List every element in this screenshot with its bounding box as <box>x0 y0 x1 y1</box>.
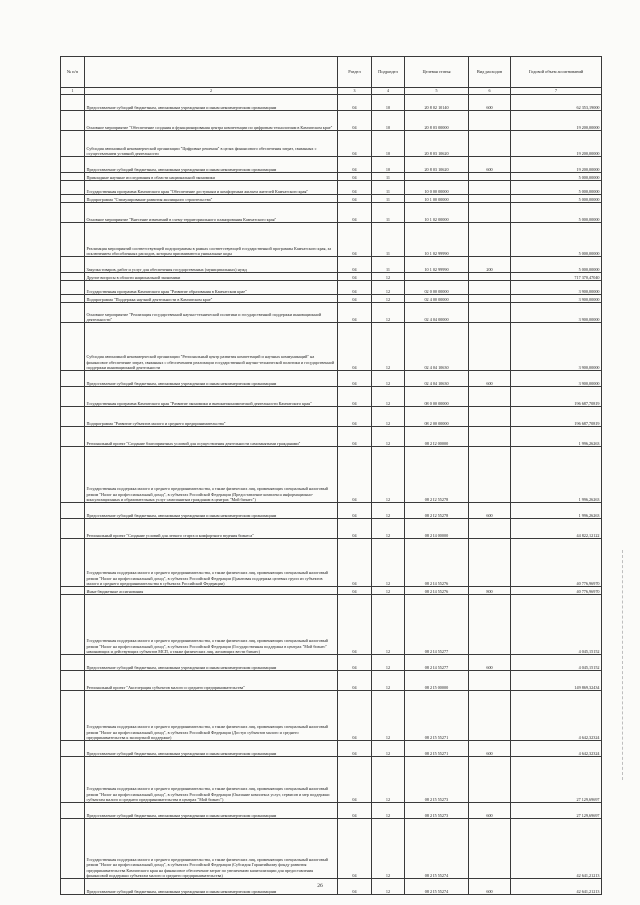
row-number-cell <box>61 819 85 879</box>
column-number: 4 <box>372 88 405 95</box>
row-razdel-cell: 04 <box>338 595 372 655</box>
row-target-article-cell: 20 8 03 10620 <box>405 157 469 173</box>
row-name-cell: Государственная поддержка малого и среднего предпринимательства, а также физических лиц, применяющих специальный налоговый режим "Налог на профессиональный доход", в субъектах Российской Федерации (Предоставление комплекса информационно-консультационных и образовательных услуг самозанятым гражданам в центрах "Мой бизнес") <box>85 447 338 503</box>
table-row <box>61 447 602 503</box>
row-target-article-cell: 20 8 03 00000 <box>405 111 469 131</box>
column-number-row <box>61 88 602 95</box>
row-amount-cell: 40 776,96970 <box>511 539 602 587</box>
row-expense-type-cell: 600 <box>469 803 511 819</box>
row-number-cell <box>61 691 85 741</box>
row-target-article-cell <box>405 273 469 281</box>
row-number-cell <box>61 303 85 323</box>
row-number-cell <box>61 111 85 131</box>
table-row <box>61 655 602 671</box>
row-razdel-cell: 04 <box>338 323 372 371</box>
row-target-article-cell: 08 0 00 00000 <box>405 387 469 407</box>
row-name-cell: Государственная поддержка малого и среднего предпринимательства, а также физических лиц, применяющих специальный налоговый режим "Налог на профессиональный доход", в субъектах Российской Федерации (Грантовая поддержка целевых групп из субъектов малого и среднего предпринимательства в субъектах Российской Федерации) <box>85 539 338 587</box>
row-target-article-cell: 08 2 I5 55271 <box>405 741 469 757</box>
row-target-article-cell: 08 2 I5 00000 <box>405 671 469 691</box>
row-number-cell <box>61 181 85 195</box>
column-number: 3 <box>338 88 372 95</box>
row-razdel-cell: 04 <box>338 407 372 427</box>
row-target-article-cell: 08 2 00 00000 <box>405 407 469 427</box>
row-name-cell: Другие вопросы в области национальной экономики <box>85 273 338 281</box>
row-number-cell <box>61 427 85 447</box>
table-row <box>61 181 602 195</box>
row-name-cell: Государственная поддержка малого и среднего предпринимательства, а также физических лиц, применяющих специальный налоговый режим "Налог на профессиональный доход", в субъектах Российской Федерации (Субсидия Гарантийному фонду развития предпринимательства Камчатского края на финансовое обеспечение затрат по увеличению капитализации для предоставления финансовой поддержки субъектам малого и среднего предпринимательства) <box>85 819 338 879</box>
row-amount-cell: 3 900,00000 <box>511 323 602 371</box>
row-amount-cell: 1 996,26263 <box>511 503 602 519</box>
row-name-cell: Государственная поддержка малого и среднего предпринимательства, а также физических лиц, применяющих специальный налоговый режим "Налог на профессиональный доход", в субъектах Российской Федерации (Государственная поддержка в центрах "Мой бизнес" начинающих и действующих субъектов МСП, а также физических лиц, желающих вести бизнес) <box>85 595 338 655</box>
row-amount-cell: 717 370,47040 <box>511 273 602 281</box>
row-target-article-cell: 02 4 04 00000 <box>405 303 469 323</box>
row-razdel-cell: 04 <box>338 803 372 819</box>
row-podrazdel-cell: 12 <box>372 323 405 371</box>
row-podrazdel-cell: 12 <box>372 387 405 407</box>
header-annual-volume: Годовой объем ассигнований <box>511 57 602 88</box>
row-target-article-cell: 08 2 I5 55271 <box>405 691 469 741</box>
row-number-cell <box>61 281 85 295</box>
row-podrazdel-cell: 12 <box>372 303 405 323</box>
row-amount-cell: 40 776,96970 <box>511 587 602 595</box>
row-expense-type-cell <box>469 595 511 655</box>
row-razdel-cell: 04 <box>338 203 372 223</box>
row-razdel-cell: 04 <box>338 111 372 131</box>
row-razdel-cell: 04 <box>338 819 372 879</box>
row-expense-type-cell <box>469 539 511 587</box>
row-number-cell <box>61 95 85 111</box>
page-number: 26 <box>317 883 323 889</box>
row-target-article-cell: 08 2 I4 55277 <box>405 655 469 671</box>
row-razdel-cell: 04 <box>338 427 372 447</box>
table-row <box>61 503 602 519</box>
row-expense-type-cell <box>469 111 511 131</box>
row-expense-type-cell <box>469 131 511 157</box>
row-amount-cell: 4 642,32324 <box>511 741 602 757</box>
table-row <box>61 111 602 131</box>
row-expense-type-cell <box>469 181 511 195</box>
row-podrazdel-cell: 12 <box>372 741 405 757</box>
row-expense-type-cell <box>469 281 511 295</box>
row-amount-cell: 4 045,15152 <box>511 595 602 655</box>
row-expense-type-cell <box>469 757 511 803</box>
row-target-article-cell: 10 0 00 00000 <box>405 181 469 195</box>
row-razdel-cell: 04 <box>338 691 372 741</box>
row-name-cell: Предоставление субсидий бюджетным, автономным учреждениям и иным некоммерческим организациям <box>85 95 338 111</box>
table-row <box>61 671 602 691</box>
row-podrazdel-cell: 10 <box>372 111 405 131</box>
table-row <box>61 539 602 587</box>
row-expense-type-cell: 600 <box>469 503 511 519</box>
row-number-cell <box>61 503 85 519</box>
row-podrazdel-cell: 12 <box>372 879 405 895</box>
row-amount-cell: 196 687,70819 <box>511 407 602 427</box>
table-row <box>61 371 602 387</box>
row-amount-cell: 5 000,00000 <box>511 173 602 181</box>
column-number: 5 <box>405 88 469 95</box>
row-name-cell: Подпрограмма "Поддержка научной деятельности в Камчатском крае" <box>85 295 338 303</box>
row-expense-type-cell <box>469 691 511 741</box>
row-expense-type-cell: 800 <box>469 587 511 595</box>
row-target-article-cell: 10 1 00 00000 <box>405 195 469 203</box>
row-name-cell: Основное мероприятие "Реализация государственной научно-технической политики и государственной поддержки инновационной деятельности" <box>85 303 338 323</box>
row-amount-cell: 44 822,12122 <box>511 519 602 539</box>
table-row <box>61 223 602 257</box>
row-name-cell: Предоставление субсидий бюджетным, автономным учреждениям и иным некоммерческим организациям <box>85 655 338 671</box>
row-expense-type-cell: 600 <box>469 655 511 671</box>
row-name-cell: Государственная программа Камчатского края "Обеспечение доступным и комфортным жильем жителей Камчатского края" <box>85 181 338 195</box>
row-razdel-cell: 04 <box>338 295 372 303</box>
row-podrazdel-cell: 10 <box>372 95 405 111</box>
row-name-cell: Реализация мероприятий соответствующей подпрограммы в рамках соответствующей государственной программы Камчатского края, за исключением обособленных расходов, которым присваиваются уникальные коды <box>85 223 338 257</box>
row-amount-cell: 196 687,70819 <box>511 387 602 407</box>
row-podrazdel-cell: 12 <box>372 539 405 587</box>
row-number-cell <box>61 671 85 691</box>
row-number-cell <box>61 387 85 407</box>
row-target-article-cell: 02 4 00 00000 <box>405 295 469 303</box>
row-name-cell: Предоставление субсидий бюджетным, автономным учреждениям и иным некоммерческим организациям <box>85 741 338 757</box>
row-target-article-cell: 08 2 I2 55278 <box>405 503 469 519</box>
row-number-cell <box>61 587 85 595</box>
row-number-cell <box>61 203 85 223</box>
row-podrazdel-cell: 12 <box>372 655 405 671</box>
row-name-cell: Государственная поддержка малого и среднего предпринимательства, а также физических лиц, применяющих специальный налоговый режим "Налог на профессиональный доход", в субъектах Российской Федерации (Оказание комплекса услуг, сервисов и мер поддержки субъектам малого и среднего предпринимательства в центрах "Мой бизнес") <box>85 757 338 803</box>
row-podrazdel-cell: 11 <box>372 257 405 273</box>
row-amount-cell: 19 200,00000 <box>511 111 602 131</box>
row-expense-type-cell: 600 <box>469 371 511 387</box>
scan-margin-line <box>622 550 623 780</box>
table-row <box>61 741 602 757</box>
row-name-cell: Основное мероприятие "Внесение изменений в схему территориального планирования Камчатского края" <box>85 203 338 223</box>
row-name-cell: Государственная поддержка малого и среднего предпринимательства, а также физических лиц, применяющих специальный налоговый режим "Налог на профессиональный доход", в субъектах Российской Федерации (Доступ субъектов малого и среднего предпринимательства к экспортной поддержке) <box>85 691 338 741</box>
row-amount-cell: 62 353,19000 <box>511 95 602 111</box>
row-razdel-cell: 04 <box>338 503 372 519</box>
table-row <box>61 595 602 655</box>
row-razdel-cell: 04 <box>338 371 372 387</box>
table-row <box>61 281 602 295</box>
row-razdel-cell: 04 <box>338 447 372 503</box>
header-number: № п/п <box>61 57 85 88</box>
row-number-cell <box>61 407 85 427</box>
row-expense-type-cell <box>469 223 511 257</box>
row-target-article-cell: 08 2 I4 55276 <box>405 587 469 595</box>
row-target-article-cell: 02 4 04 10630 <box>405 323 469 371</box>
row-expense-type-cell: 600 <box>469 879 511 895</box>
row-podrazdel-cell: 11 <box>372 203 405 223</box>
row-amount-cell: 27 129,69697 <box>511 803 602 819</box>
row-podrazdel-cell: 12 <box>372 427 405 447</box>
row-number-cell <box>61 257 85 273</box>
row-podrazdel-cell: 12 <box>372 295 405 303</box>
row-razdel-cell: 04 <box>338 223 372 257</box>
row-podrazdel-cell: 11 <box>372 195 405 203</box>
row-amount-cell: 5 000,00000 <box>511 223 602 257</box>
row-podrazdel-cell: 12 <box>372 803 405 819</box>
row-podrazdel-cell: 11 <box>372 223 405 257</box>
row-target-article-cell: 08 2 I4 00000 <box>405 519 469 539</box>
row-amount-cell: 3 900,00000 <box>511 371 602 387</box>
row-target-article-cell: 20 8 02 10140 <box>405 95 469 111</box>
row-name-cell: Подпрограмма "Стимулирование развития жилищного строительства" <box>85 195 338 203</box>
row-number-cell <box>61 539 85 587</box>
row-expense-type-cell: 200 <box>469 257 511 273</box>
header-expense-type: Вид расходов <box>469 57 511 88</box>
row-amount-cell: 4 045,15152 <box>511 655 602 671</box>
row-name-cell: Предоставление субсидий бюджетным, автономным учреждениям и иным некоммерческим организациям <box>85 371 338 387</box>
row-name-cell: Государственная программа Камчатского края "Развитие экономики и внешнеэкономической деятельности Камчатского края" <box>85 387 338 407</box>
column-number: 6 <box>469 88 511 95</box>
row-target-article-cell: 08 2 I5 55274 <box>405 819 469 879</box>
row-number-cell <box>61 803 85 819</box>
row-amount-cell: 19 200,00000 <box>511 157 602 173</box>
row-name-cell: Иные бюджетные ассигнования <box>85 587 338 595</box>
row-name-cell: Предоставление субсидий бюджетным, автономным учреждениям и иным некоммерческим организациям <box>85 503 338 519</box>
row-amount-cell: 5 000,00000 <box>511 181 602 195</box>
row-name-cell: Предоставление субсидий бюджетным, автономным учреждениям и иным некоммерческим организациям <box>85 157 338 173</box>
row-razdel-cell: 04 <box>338 671 372 691</box>
row-podrazdel-cell: 12 <box>372 447 405 503</box>
row-name-cell: Субсидия автономной некоммерческой организации "Цифровые решения" в целях финансового обеспечения затрат, связанных с осуществлением уставной деятельности <box>85 131 338 157</box>
table-row <box>61 323 602 371</box>
row-expense-type-cell <box>469 447 511 503</box>
row-target-article-cell: 08 2 I5 55274 <box>405 879 469 895</box>
row-expense-type-cell: 600 <box>469 741 511 757</box>
row-number-cell <box>61 273 85 281</box>
row-razdel-cell: 04 <box>338 587 372 595</box>
table-row <box>61 427 602 447</box>
row-amount-cell: 3 900,00000 <box>511 295 602 303</box>
header-name <box>85 57 338 88</box>
row-amount-cell: 149 869,32434 <box>511 671 602 691</box>
row-podrazdel-cell: 12 <box>372 691 405 741</box>
row-expense-type-cell <box>469 195 511 203</box>
row-podrazdel-cell: 12 <box>372 407 405 427</box>
row-razdel-cell: 04 <box>338 655 372 671</box>
row-razdel-cell: 04 <box>338 181 372 195</box>
table-row <box>61 173 602 181</box>
column-number: 1 <box>61 88 85 95</box>
row-target-article-cell: 10 1 02 99990 <box>405 257 469 273</box>
row-razdel-cell: 04 <box>338 387 372 407</box>
row-name-cell: Предоставление субсидий бюджетным, автономным учреждениям и иным некоммерческим организациям <box>85 879 338 895</box>
row-target-article-cell: 10 1 02 00000 <box>405 203 469 223</box>
table-row <box>61 203 602 223</box>
table-row <box>61 519 602 539</box>
row-razdel-cell: 04 <box>338 303 372 323</box>
row-podrazdel-cell: 10 <box>372 157 405 173</box>
budget-table <box>60 56 602 895</box>
row-razdel-cell: 04 <box>338 195 372 203</box>
row-podrazdel-cell: 12 <box>372 273 405 281</box>
row-razdel-cell: 04 <box>338 131 372 157</box>
row-number-cell <box>61 173 85 181</box>
row-number-cell <box>61 447 85 503</box>
row-target-article-cell: 08 2 I4 55277 <box>405 595 469 655</box>
row-number-cell <box>61 131 85 157</box>
row-name-cell: Закупка товаров, работ и услуг для обеспечения государственных (муниципальных) нужд <box>85 257 338 273</box>
row-name-cell: Основное мероприятие "Обеспечение создания и функционирования центра компетенции по цифровым технологиям в Камчатском крае" <box>85 111 338 131</box>
row-amount-cell: 42 641,21213 <box>511 879 602 895</box>
row-podrazdel-cell: 10 <box>372 131 405 157</box>
row-expense-type-cell: 600 <box>469 157 511 173</box>
row-number-cell <box>61 323 85 371</box>
row-razdel-cell: 04 <box>338 281 372 295</box>
column-number: 7 <box>511 88 602 95</box>
row-target-article-cell <box>405 173 469 181</box>
row-name-cell: Региональный проект "Акселерация субъектов малого и среднего предпринимательства" <box>85 671 338 691</box>
row-razdel-cell: 04 <box>338 157 372 173</box>
row-name-cell: Государственная программа Камчатского края "Развитие образования в Камчатском крае" <box>85 281 338 295</box>
row-podrazdel-cell: 12 <box>372 371 405 387</box>
row-target-article-cell: 02 0 00 00000 <box>405 281 469 295</box>
table-row <box>61 587 602 595</box>
row-name-cell: Региональный проект "Создание условий для легкого старта и комфортного ведения бизнеса" <box>85 519 338 539</box>
row-amount-cell: 19 200,00000 <box>511 131 602 157</box>
table-header-row <box>61 57 602 88</box>
row-podrazdel-cell: 12 <box>372 519 405 539</box>
row-podrazdel-cell: 11 <box>372 181 405 195</box>
row-amount-cell: 4 642,32324 <box>511 691 602 741</box>
row-expense-type-cell <box>469 203 511 223</box>
row-razdel-cell: 04 <box>338 95 372 111</box>
table-row <box>61 131 602 157</box>
row-podrazdel-cell: 12 <box>372 503 405 519</box>
row-expense-type-cell <box>469 273 511 281</box>
row-name-cell: Региональный проект "Создание благоприятных условий для осуществления деятельности самозанятыми гражданами" <box>85 427 338 447</box>
row-razdel-cell: 04 <box>338 173 372 181</box>
row-number-cell <box>61 757 85 803</box>
row-amount-cell: 5 000,00000 <box>511 257 602 273</box>
row-expense-type-cell <box>469 427 511 447</box>
table-row <box>61 95 602 111</box>
row-number-cell <box>61 519 85 539</box>
table-row <box>61 387 602 407</box>
table-row <box>61 257 602 273</box>
row-target-article-cell: 08 2 I2 55278 <box>405 447 469 503</box>
header-podrazdel: Подраздел <box>372 57 405 88</box>
table-row <box>61 803 602 819</box>
row-number-cell <box>61 157 85 173</box>
row-number-cell <box>61 371 85 387</box>
table-row <box>61 757 602 803</box>
header-razdel: Раздел <box>338 57 372 88</box>
table-row <box>61 157 602 173</box>
header-target-article: Целевая статья <box>405 57 469 88</box>
column-number: 2 <box>85 88 338 95</box>
row-target-article-cell: 08 2 I5 55273 <box>405 757 469 803</box>
row-number-cell <box>61 195 85 203</box>
row-target-article-cell: 08 2 I4 55276 <box>405 539 469 587</box>
row-expense-type-cell <box>469 173 511 181</box>
row-amount-cell: 42 641,21213 <box>511 819 602 879</box>
row-expense-type-cell <box>469 819 511 879</box>
row-razdel-cell: 04 <box>338 757 372 803</box>
row-target-article-cell: 20 8 03 10620 <box>405 131 469 157</box>
table-row <box>61 273 602 281</box>
row-podrazdel-cell: 12 <box>372 671 405 691</box>
row-amount-cell: 5 000,00000 <box>511 195 602 203</box>
row-razdel-cell: 04 <box>338 273 372 281</box>
row-name-cell: Подпрограмма "Развитие субъектов малого и среднего предпринимательства" <box>85 407 338 427</box>
row-expense-type-cell: 600 <box>469 95 511 111</box>
row-amount-cell: 1 996,26263 <box>511 427 602 447</box>
row-podrazdel-cell: 12 <box>372 281 405 295</box>
row-amount-cell: 3 900,00000 <box>511 303 602 323</box>
row-number-cell <box>61 741 85 757</box>
row-expense-type-cell <box>469 519 511 539</box>
table-row <box>61 195 602 203</box>
row-number-cell <box>61 595 85 655</box>
row-podrazdel-cell: 12 <box>372 819 405 879</box>
row-amount-cell: 5 000,00000 <box>511 203 602 223</box>
row-podrazdel-cell: 12 <box>372 587 405 595</box>
row-razdel-cell: 04 <box>338 519 372 539</box>
row-podrazdel-cell: 11 <box>372 173 405 181</box>
row-number-cell <box>61 295 85 303</box>
table-row <box>61 407 602 427</box>
row-amount-cell: 27 129,69697 <box>511 757 602 803</box>
table-row <box>61 303 602 323</box>
row-podrazdel-cell: 12 <box>372 595 405 655</box>
table-row <box>61 691 602 741</box>
row-expense-type-cell <box>469 295 511 303</box>
table-row <box>61 819 602 879</box>
row-expense-type-cell <box>469 323 511 371</box>
row-name-cell: Предоставление субсидий бюджетным, автономным учреждениям и иным некоммерческим организациям <box>85 803 338 819</box>
row-expense-type-cell <box>469 671 511 691</box>
row-expense-type-cell <box>469 387 511 407</box>
row-number-cell <box>61 223 85 257</box>
row-name-cell: Субсидия автономной некоммерческой организации "Региональный центр развития компетенций и научных коммуникаций" на финансовое обеспечение затрат, связанных с обеспечением реализации государственной научно-технической политики и государственной поддержки инновационной деятельности <box>85 323 338 371</box>
row-podrazdel-cell: 12 <box>372 757 405 803</box>
table-row <box>61 295 602 303</box>
row-number-cell <box>61 655 85 671</box>
row-amount-cell: 1 996,26263 <box>511 447 602 503</box>
row-razdel-cell: 04 <box>338 879 372 895</box>
row-razdel-cell: 04 <box>338 257 372 273</box>
row-expense-type-cell <box>469 303 511 323</box>
row-target-article-cell: 08 2 I5 55273 <box>405 803 469 819</box>
row-target-article-cell: 10 1 02 99990 <box>405 223 469 257</box>
row-target-article-cell: 08 2 I2 00000 <box>405 427 469 447</box>
row-razdel-cell: 04 <box>338 539 372 587</box>
row-name-cell: Прикладные научные исследования в области национальной экономики <box>85 173 338 181</box>
row-target-article-cell: 02 4 04 10630 <box>405 371 469 387</box>
row-expense-type-cell <box>469 407 511 427</box>
row-razdel-cell: 04 <box>338 741 372 757</box>
row-amount-cell: 3 900,00000 <box>511 281 602 295</box>
